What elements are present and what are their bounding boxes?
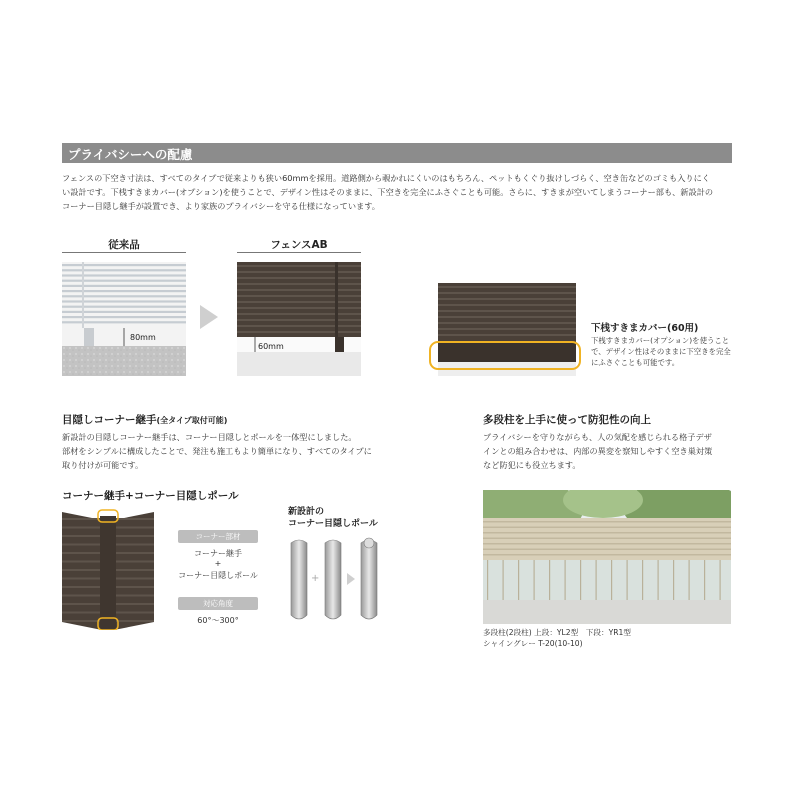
angle-value: 60°～300° — [197, 616, 239, 625]
cover-description — [591, 335, 731, 368]
corner-line: 新設計の目隠しコーナー継手は、コーナー目隠しとポールを一体型にしました。 — [62, 432, 357, 442]
multi-section-title: 多段柱を上手に使って防犯性の向上 — [483, 414, 651, 426]
corner-line: 部材をシンプルに構成したことで、発注も施工もより簡単になり、すべてのタイプに — [62, 446, 372, 456]
angle-label: 対応角度 — [178, 597, 258, 610]
part2: コーナー目隠しポール — [178, 571, 258, 580]
caption-line: シャイングレー T-20(10-10) — [483, 639, 583, 648]
corner-title: 目隠しコーナー継手 — [62, 414, 157, 426]
pole-title-line: 新設計の — [288, 507, 325, 517]
cover-title: 下桟すきまカバー(60用) — [591, 323, 699, 334]
arrow-right-icon — [200, 305, 220, 329]
new-product-label: フェンスAB — [270, 239, 328, 251]
part1: コーナー継手 — [194, 549, 242, 558]
divider — [62, 252, 186, 253]
plus-sign: + — [214, 559, 222, 568]
section-title: プライバシーへの配慮 — [68, 147, 193, 162]
divider — [237, 252, 361, 253]
intro-text — [62, 171, 734, 213]
gap-cover-photo — [428, 280, 586, 378]
intro-line: い設計です。下桟すきまカバー(オプション)を使うことで、デザイン性はそのままに、下空きを完全にふさぐことも可能。さらに、すきまが空いてしまうコーナー部も、新設計の — [62, 187, 714, 197]
caption-line: 多段柱(2段柱) 上段：YL2型 下段：YR1型 — [483, 628, 631, 637]
section-banner — [62, 143, 732, 163]
cover-line: にふさぐことも可能です。 — [591, 358, 680, 367]
parts-label: コーナー部材 — [178, 530, 258, 543]
intro-line: コーナー目隠し継手が設置でき、より家族のプライバシーを守る仕様になっています。 — [62, 201, 380, 211]
old-fence-photo — [62, 262, 186, 376]
old-product-label: 従来品 — [108, 239, 140, 251]
pole-title — [288, 506, 378, 530]
corner-section-title — [62, 412, 227, 427]
corner-joint-photo — [62, 508, 154, 630]
corner-line: 取り付けが可能です。 — [62, 460, 144, 470]
cover-line: 下桟すきまカバー(オプション)を使うこと — [591, 336, 730, 345]
joint-title: コーナー継手+コーナー目隠しポール — [62, 490, 239, 502]
svg-text:+: + — [311, 573, 320, 584]
multi-stage-fence-photo — [483, 490, 731, 624]
corner-description — [62, 430, 372, 472]
multi-line: インとの組み合わせは、内部の異変を察知しやすく空き巣対策 — [483, 446, 713, 456]
intro-line: フェンスの下空き寸法は、すべてのタイプで従来よりも狭い60mmを採用。道路側から覗かれにくいのはもちろん、ペットもくぐり抜けしづらく、空き缶などのゴミも入りにく — [62, 173, 710, 183]
cover-line: で、デザイン性はそのままに下空きを完全 — [591, 347, 731, 356]
new-gap-label: 60mm — [258, 342, 284, 351]
new-fence-photo — [237, 262, 361, 376]
multi-description — [483, 430, 712, 472]
pole-diagram — [283, 537, 383, 627]
multi-line: など防犯にも役立ちます。 — [483, 460, 581, 470]
corner-title-note: (全タイプ取付可能) — [156, 416, 228, 425]
multi-caption — [483, 627, 631, 649]
multi-line: プライバシーを守りながらも、人の気配を感じられる格子デザ — [483, 432, 712, 442]
pole-title-line: コーナー目隠しポール — [288, 519, 378, 529]
old-gap-label: 80mm — [130, 333, 156, 342]
